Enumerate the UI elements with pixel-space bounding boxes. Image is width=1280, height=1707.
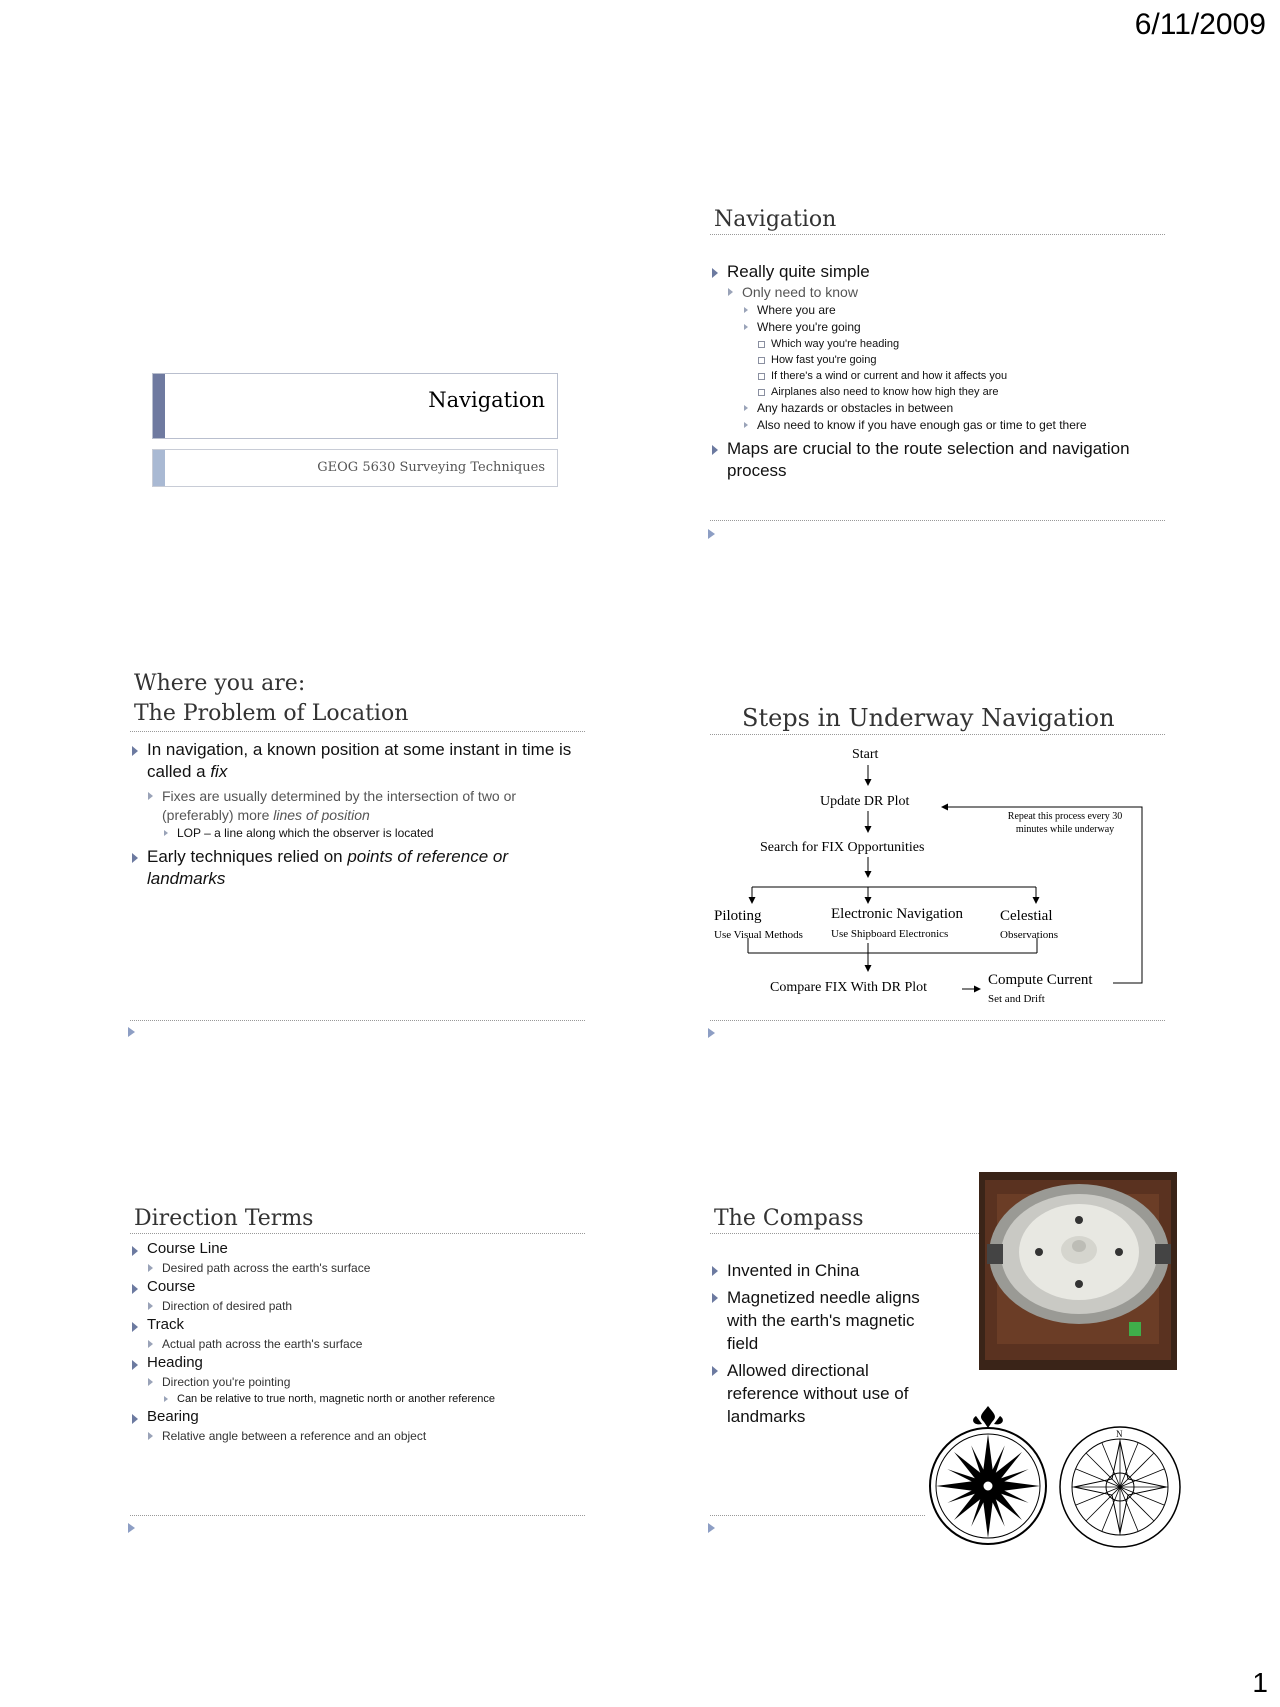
flow-compare: Compare FIX With DR Plot	[770, 980, 928, 995]
bullet: Allowed directional reference without use of landmarks	[710, 1359, 920, 1428]
bullet-emphasis: points of reference or landmarks	[147, 847, 508, 888]
svg-text:N: N	[1116, 1429, 1123, 1439]
term-desc: Direction you're pointing	[130, 1373, 585, 1391]
footer-divider	[710, 1020, 1165, 1021]
bullet: Invented in China	[710, 1259, 920, 1282]
footer-arrow-icon	[708, 529, 715, 539]
bullet: Any hazards or obstacles in between	[710, 400, 1170, 417]
flow-search-fix: Search for FIX Opportunities	[760, 840, 925, 855]
bullet: Where you are	[710, 302, 1170, 319]
bullet: Which way you're heading	[710, 336, 1170, 352]
slide-navigation	[710, 195, 1170, 540]
page-number: 1	[1252, 1667, 1268, 1698]
slide-heading: Direction Terms	[134, 1206, 314, 1231]
slide-subtitle-text: GEOG 5630 Surveying Techniques	[317, 460, 545, 475]
flow-repeat-note: Repeat this process every 30 minutes while underway	[1007, 811, 1123, 835]
subtitle-accent-bar	[153, 450, 165, 486]
flow-start: Start	[852, 747, 879, 762]
bullet-list	[710, 1259, 920, 1428]
bullet: Really quite simple	[710, 261, 1170, 283]
term-desc: Actual path across the earth's surface	[130, 1335, 585, 1353]
bullet: Also need to know if you have enough gas or time to get there	[710, 417, 1170, 434]
term-desc: Direction of desired path	[130, 1297, 585, 1315]
footer-divider	[130, 1020, 585, 1021]
footer-divider	[710, 520, 1165, 521]
bullet-emphasis: fix	[210, 762, 228, 781]
page-date: 6/11/2009	[1134, 8, 1266, 41]
bullet-text: Fixes are usually determined by the intersection of two or (preferably) more	[162, 788, 517, 823]
bullet-list	[130, 1239, 585, 1445]
term: Track	[130, 1315, 585, 1335]
bullet: How fast you're going	[710, 352, 1170, 368]
footer-arrow-icon	[128, 1027, 135, 1037]
bullet: Airplanes also need to know how high they are	[710, 384, 1170, 400]
footer-divider	[130, 1515, 585, 1516]
bullet: LOP – a line along which the observer is located	[130, 825, 580, 842]
flow-compute-sub: Set and Drift	[988, 993, 1045, 1005]
term-subdesc: Can be relative to true north, magnetic north or another reference	[130, 1391, 585, 1407]
footer-divider	[710, 1515, 925, 1516]
heading-line-2: The Problem of Location	[134, 701, 409, 726]
bullet: Maps are crucial to the route selection and navigation process	[710, 438, 1170, 482]
heading-line-1: Where you are:	[134, 671, 306, 696]
footer-arrow-icon	[708, 1523, 715, 1533]
bullet: Where you're going	[710, 319, 1170, 336]
bullet-text: In navigation, a known position at some instant in time is called a	[147, 740, 572, 781]
term: Course Line	[130, 1239, 585, 1259]
term-desc: Relative angle between a reference and an object	[130, 1427, 585, 1445]
bullet: Magnetized needle aligns with the earth's magnetic field	[710, 1286, 920, 1355]
term: Heading	[130, 1353, 585, 1373]
flow-electronic-sub: Use Shipboard Electronics	[831, 928, 949, 940]
compass-rose-icon	[1058, 1425, 1183, 1550]
title-divider	[130, 731, 585, 732]
term-desc: Desired path across the earth's surface	[130, 1259, 585, 1277]
compass-photo	[979, 1172, 1177, 1370]
slide-location	[130, 665, 590, 1030]
slide-direction-terms	[130, 1195, 590, 1535]
slide-heading: Steps in Underway Navigation	[742, 704, 1115, 732]
flow-celestial: Celestial	[1000, 908, 1053, 924]
subtitle-box	[152, 449, 558, 487]
slide-heading: Navigation	[714, 207, 837, 232]
title-divider	[130, 1233, 585, 1234]
title-box	[152, 373, 558, 439]
bullet: Only need to know	[710, 283, 1170, 302]
bullet-list	[710, 261, 1170, 482]
slide-title	[130, 195, 590, 525]
footer-arrow-icon	[708, 1028, 715, 1038]
bullet: If there's a wind or current and how it affects you	[710, 368, 1170, 384]
flow-piloting: Piloting	[714, 908, 762, 924]
term: Bearing	[130, 1407, 585, 1427]
flow-piloting-sub: Use Visual Methods	[714, 929, 803, 941]
bullet-text: Early techniques relied on	[147, 847, 348, 866]
bullet	[130, 739, 580, 783]
footer-arrow-icon	[128, 1523, 135, 1533]
bullet	[130, 846, 580, 890]
flow-celestial-sub: Observations	[1000, 929, 1059, 941]
flow-update-dr-plot: Update DR Plot	[820, 794, 910, 809]
flow-electronic: Electronic Navigation	[831, 906, 964, 922]
term: Course	[130, 1277, 585, 1297]
title-divider	[710, 234, 1165, 235]
slide-steps	[710, 695, 1170, 1035]
slide-heading: The Compass	[714, 1206, 864, 1231]
bullet-list	[130, 739, 580, 890]
bullet-emphasis: lines of position	[273, 807, 370, 823]
bullet	[130, 787, 580, 825]
compass-rose-icon	[928, 1402, 1048, 1552]
title-accent-bar	[153, 374, 165, 438]
slide-heading	[134, 669, 408, 729]
flow-compute-current: Compute Current	[988, 972, 1093, 988]
slide-title-text: Navigation	[428, 388, 545, 412]
